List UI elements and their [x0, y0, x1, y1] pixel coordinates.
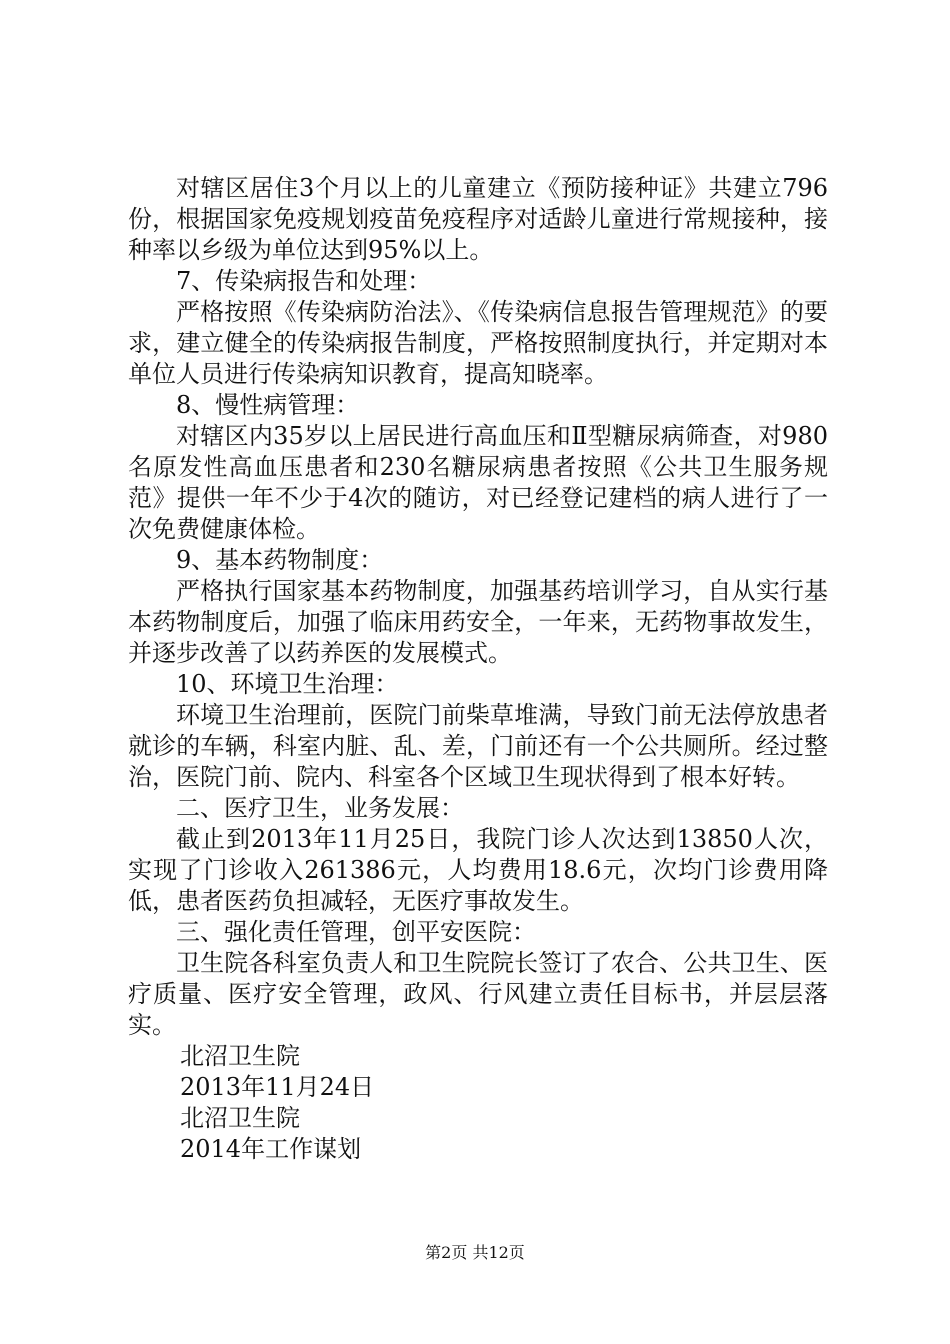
paragraph-environment: 环境卫生治理前，医院门前柴草堆满，导致门前无法停放患者就诊的车辆，科室内脏、乱、差，门前还有一个公共厕所。经过整治，医院门前、院内、科室各个区域卫生现状得到了根本好转。 [128, 701, 828, 791]
signature-org-2: 北沼卫生院 [180, 1104, 300, 1132]
paragraph-essential-drugs: 严格执行国家基本药物制度，加强基药培训学习，自从实行基本药物制度后，加强了临床用药安全，一年来，无药物事故发生，并逐步改善了以药养医的发展模式。 [128, 577, 828, 667]
paragraph-responsibility: 卫生院各科室负责人和卫生院院长签订了农合、公共卫生、医疗质量、医疗安全管理，政风、行风建立责任目标书，并层层落实。 [128, 949, 828, 1039]
signature-date: 2013年11月24日 [180, 1073, 375, 1101]
page-footer: 第2页 共12页 [425, 1243, 525, 1262]
document-body [128, 173, 828, 1165]
heading-essential-drugs: 9、基本药物制度： [176, 546, 384, 574]
paragraph-chronic-disease: 对辖区内35岁以上居民进行高血压和Ⅱ型糖尿病筛查，对980名原发性高血压患者和230名糖尿病患者按照《公共卫生服务规范》提供一年不少于4次的随访，对已经登记建档的病人进行了一次免费健康体检。 [128, 422, 828, 543]
heading-medical-business: 二、医疗卫生，业务发展： [176, 794, 464, 822]
paragraph-medical-business: 截止到2013年11月25日，我院门诊人次达到13850人次，实现了门诊收入261386元，人均费用18.6元，次均门诊费用降低，患者医药负担减轻，无医疗事故发生。 [128, 825, 828, 915]
heading-environment: 10、环境卫生治理： [176, 670, 399, 698]
next-section-title: 2014年工作谋划 [180, 1135, 362, 1163]
heading-responsibility: 三、强化责任管理，创平安医院： [176, 918, 536, 946]
signature-org: 北沼卫生院 [180, 1042, 300, 1070]
heading-infectious-disease: 7、传染病报告和处理： [176, 267, 432, 295]
paragraph-vaccination: 对辖区居住3个月以上的儿童建立《预防接种证》共建立796份，根据国家免疫规划疫苗免疫程序对适龄儿童进行常规接种，接种率以乡级为单位达到95%以上。 [128, 174, 828, 264]
paragraph-infectious-disease: 严格按照《传染病防治法》、《传染病信息报告管理规范》的要求，建立健全的传染病报告制度，严格按照制度执行，并定期对本单位人员进行传染病知识教育，提高知晓率。 [128, 298, 828, 388]
heading-chronic-disease: 8、慢性病管理： [176, 391, 360, 419]
